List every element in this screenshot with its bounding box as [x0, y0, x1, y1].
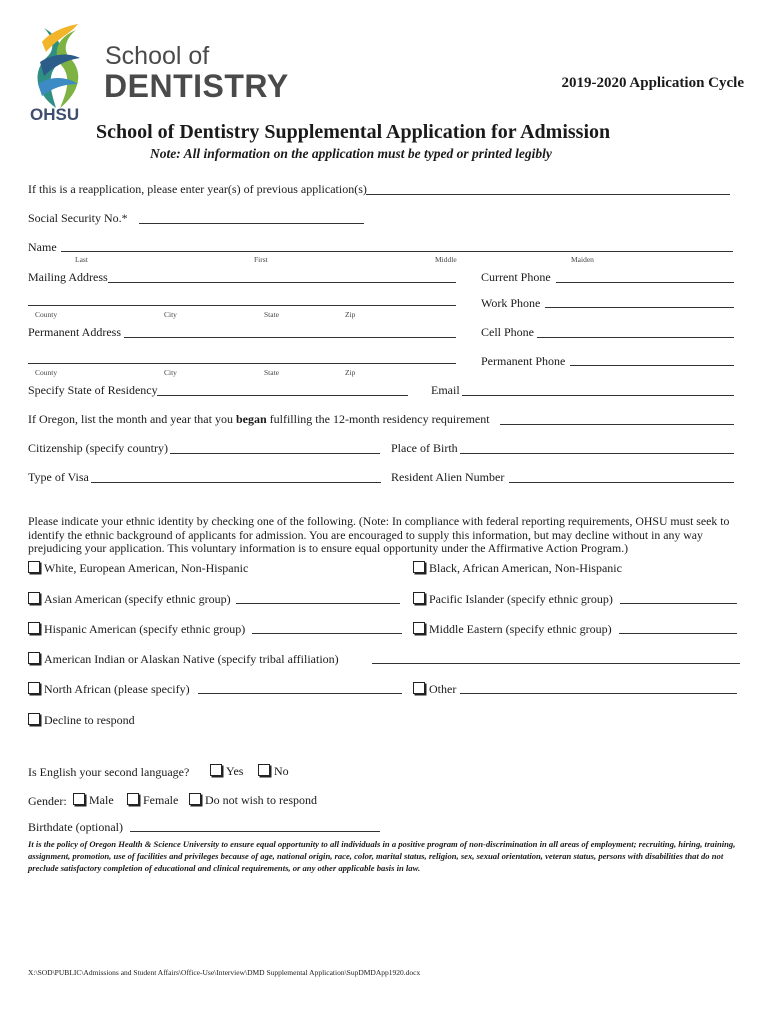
file-path-footer: X:\SOD\PUBLIC\Admissions and Student Affairs\Office-Use\Interview\DMD Supplemental Application\SupDMDApp1920.docx [28, 968, 421, 977]
asian-field[interactable] [236, 603, 400, 604]
state-residency-label: Specify State of Residency [28, 383, 158, 397]
mailing-sub-state: State [264, 310, 279, 319]
option-white[interactable] [28, 561, 248, 576]
name-sub-middle: Middle [435, 255, 457, 264]
middle-eastern-field[interactable] [619, 633, 737, 634]
email-field[interactable] [462, 395, 734, 396]
citizenship-field[interactable] [170, 453, 380, 454]
other-field[interactable] [460, 693, 737, 694]
name-label: Name [28, 240, 57, 254]
checkbox-decline[interactable] [28, 713, 40, 725]
permanent-address-field[interactable] [124, 337, 456, 338]
work-phone-label: Work Phone [481, 296, 541, 310]
english-yes-label: Yes [226, 764, 244, 778]
gender-no-wish[interactable] [189, 793, 317, 808]
resident-alien-label: Resident Alien Number [391, 470, 505, 484]
name-sub-maiden: Maiden [571, 255, 594, 264]
permanent-sub-city: City [164, 368, 177, 377]
gender-male[interactable] [73, 793, 114, 808]
option-american-indian[interactable] [28, 652, 339, 667]
page-title: School of Dentistry Supplemental Application for Admission [96, 121, 611, 143]
option-white-label: White, European American, Non-Hispanic [44, 561, 249, 575]
oregon-residency-field[interactable] [500, 424, 734, 425]
option-decline[interactable] [28, 713, 135, 728]
option-decline-label: Decline to respond [44, 713, 135, 727]
page-note: Note: All information on the application must be typed or printed legibly [150, 146, 552, 161]
permanent-phone-label: Permanent Phone [481, 354, 566, 368]
equal-opportunity-policy: It is the policy of Oregon Health & Science University to ensure equal opportunity to all individuals in a positive program of non-discrimination in all areas of employment; recruiting, hiring, training, assignment, promotion, use of facilities and privileges because of age, national origin, race, color, marital status, religion, sex, sexual orientation, veteran status, persons with disabilities that do not preclude satisfactory completion of educational and clinical requirements, or any other applicable basis in law. [28, 839, 736, 873]
birthdate-label: Birthdate (optional) [28, 820, 123, 834]
current-phone-field[interactable] [556, 282, 734, 283]
cell-phone-field[interactable] [537, 337, 734, 338]
email-label: Email [431, 383, 460, 397]
logo-dentistry-text: DENTISTRY [104, 68, 289, 104]
checkbox-north-african[interactable] [28, 682, 40, 694]
american-indian-field[interactable] [372, 663, 740, 664]
name-sub-last: Last [75, 255, 88, 264]
ethnic-intro: Please indicate your ethnic identity by checking one of the following. (Note: In compliance with federal reporting requirements, OHSU must seek to identify the ethnic background of applicants for admission. You are encouraged to supply this information, but may decline without in any way prejudicing your application. This voluntary information is to ensure equal opportunity under the Affirmative Action Program.) [28, 514, 730, 555]
mailing-sub-city: City [164, 310, 177, 319]
checkbox-white[interactable] [28, 561, 40, 573]
place-of-birth-field[interactable] [460, 453, 734, 454]
work-phone-field[interactable] [545, 307, 734, 308]
hispanic-field[interactable] [252, 633, 402, 634]
visa-type-label: Type of Visa [28, 470, 89, 484]
option-american-indian-label: American Indian or Alaskan Native (specify tribal affiliation) [44, 652, 339, 666]
checkbox-black[interactable] [413, 561, 425, 573]
reapplication-field[interactable] [366, 194, 730, 195]
gender-male-label: Male [89, 793, 114, 807]
mailing-sub-zip: Zip [345, 310, 356, 319]
mailing-address-label: Mailing Address [28, 270, 108, 284]
option-middle-eastern[interactable] [413, 622, 612, 637]
option-black-label: Black, African American, Non-Hispanic [429, 561, 622, 575]
option-asian[interactable] [28, 592, 231, 607]
permanent-sub-county: County [35, 368, 58, 377]
gender-no-wish-label: Do not wish to respond [205, 793, 317, 807]
checkbox-female[interactable] [127, 793, 139, 805]
logo-school-text: School of [105, 42, 210, 70]
name-field[interactable] [61, 251, 733, 252]
reapplication-label: If this is a reapplication, please enter year(s) of previous application(s) [28, 182, 367, 196]
gender-female-label: Female [143, 793, 179, 807]
pacific-field[interactable] [620, 603, 737, 604]
oregon-suffix: fulfilling the 12-month residency requirement [266, 412, 490, 426]
english-yes[interactable] [210, 764, 243, 779]
visa-type-field[interactable] [91, 482, 381, 483]
english-no[interactable] [258, 764, 289, 779]
checkbox-hispanic[interactable] [28, 622, 40, 634]
permanent-phone-field[interactable] [570, 365, 734, 366]
ohsu-logo [26, 22, 289, 127]
north-african-field[interactable] [198, 693, 402, 694]
oregon-began: began [235, 412, 267, 426]
permanent-address-label: Permanent Address [28, 325, 121, 339]
option-pacific-label: Pacific Islander (specify ethnic group) [429, 592, 613, 606]
oregon-residency-label [28, 412, 490, 427]
option-middle-eastern-label: Middle Eastern (specify ethnic group) [429, 622, 612, 636]
place-of-birth-label: Place of Birth [391, 441, 458, 455]
checkbox-american-indian[interactable] [28, 652, 40, 664]
english-question: Is English your second language? [28, 765, 190, 779]
oregon-prefix: If Oregon, list the month and year that you [28, 412, 236, 426]
logo-ohsu-text: OHSU [30, 105, 80, 124]
checkbox-other[interactable] [413, 682, 425, 694]
ssn-field[interactable] [139, 223, 364, 224]
checkbox-male[interactable] [73, 793, 85, 805]
checkbox-pacific[interactable] [413, 592, 425, 604]
name-sub-first: First [254, 255, 268, 264]
option-hispanic[interactable] [28, 622, 245, 637]
option-other-label: Other [429, 682, 457, 696]
mailing-address-field-2[interactable] [28, 305, 456, 306]
cell-phone-label: Cell Phone [481, 325, 534, 339]
checkbox-english-yes[interactable] [210, 764, 222, 776]
permanent-sub-zip: Zip [345, 368, 356, 377]
permanent-sub-state: State [264, 368, 279, 377]
current-phone-label: Current Phone [481, 270, 551, 284]
permanent-address-field-2[interactable] [28, 363, 456, 364]
option-north-african-label: North African (please specify) [44, 682, 190, 696]
state-residency-field[interactable] [157, 395, 408, 396]
english-no-label: No [274, 764, 289, 778]
option-asian-label: Asian American (specify ethnic group) [44, 592, 231, 606]
resident-alien-field[interactable] [509, 482, 734, 483]
option-hispanic-label: Hispanic American (specify ethnic group) [44, 622, 246, 636]
checkbox-english-no[interactable] [258, 764, 270, 776]
mailing-sub-county: County [35, 310, 58, 319]
gender-label: Gender: [28, 794, 67, 808]
citizenship-label: Citizenship (specify country) [28, 441, 168, 455]
logo-mark-icon [26, 22, 88, 112]
option-black[interactable] [413, 561, 622, 576]
option-pacific[interactable] [413, 592, 613, 607]
gender-female[interactable] [127, 793, 178, 808]
option-other[interactable] [413, 682, 456, 697]
ssn-label: Social Security No.* [28, 211, 128, 225]
checkbox-no-wish[interactable] [189, 793, 201, 805]
application-cycle: 2019-2020 Application Cycle [561, 75, 744, 91]
birthdate-field[interactable] [130, 831, 380, 832]
checkbox-middle-eastern[interactable] [413, 622, 425, 634]
mailing-address-field[interactable] [108, 282, 456, 283]
checkbox-asian[interactable] [28, 592, 40, 604]
option-north-african[interactable] [28, 682, 190, 697]
